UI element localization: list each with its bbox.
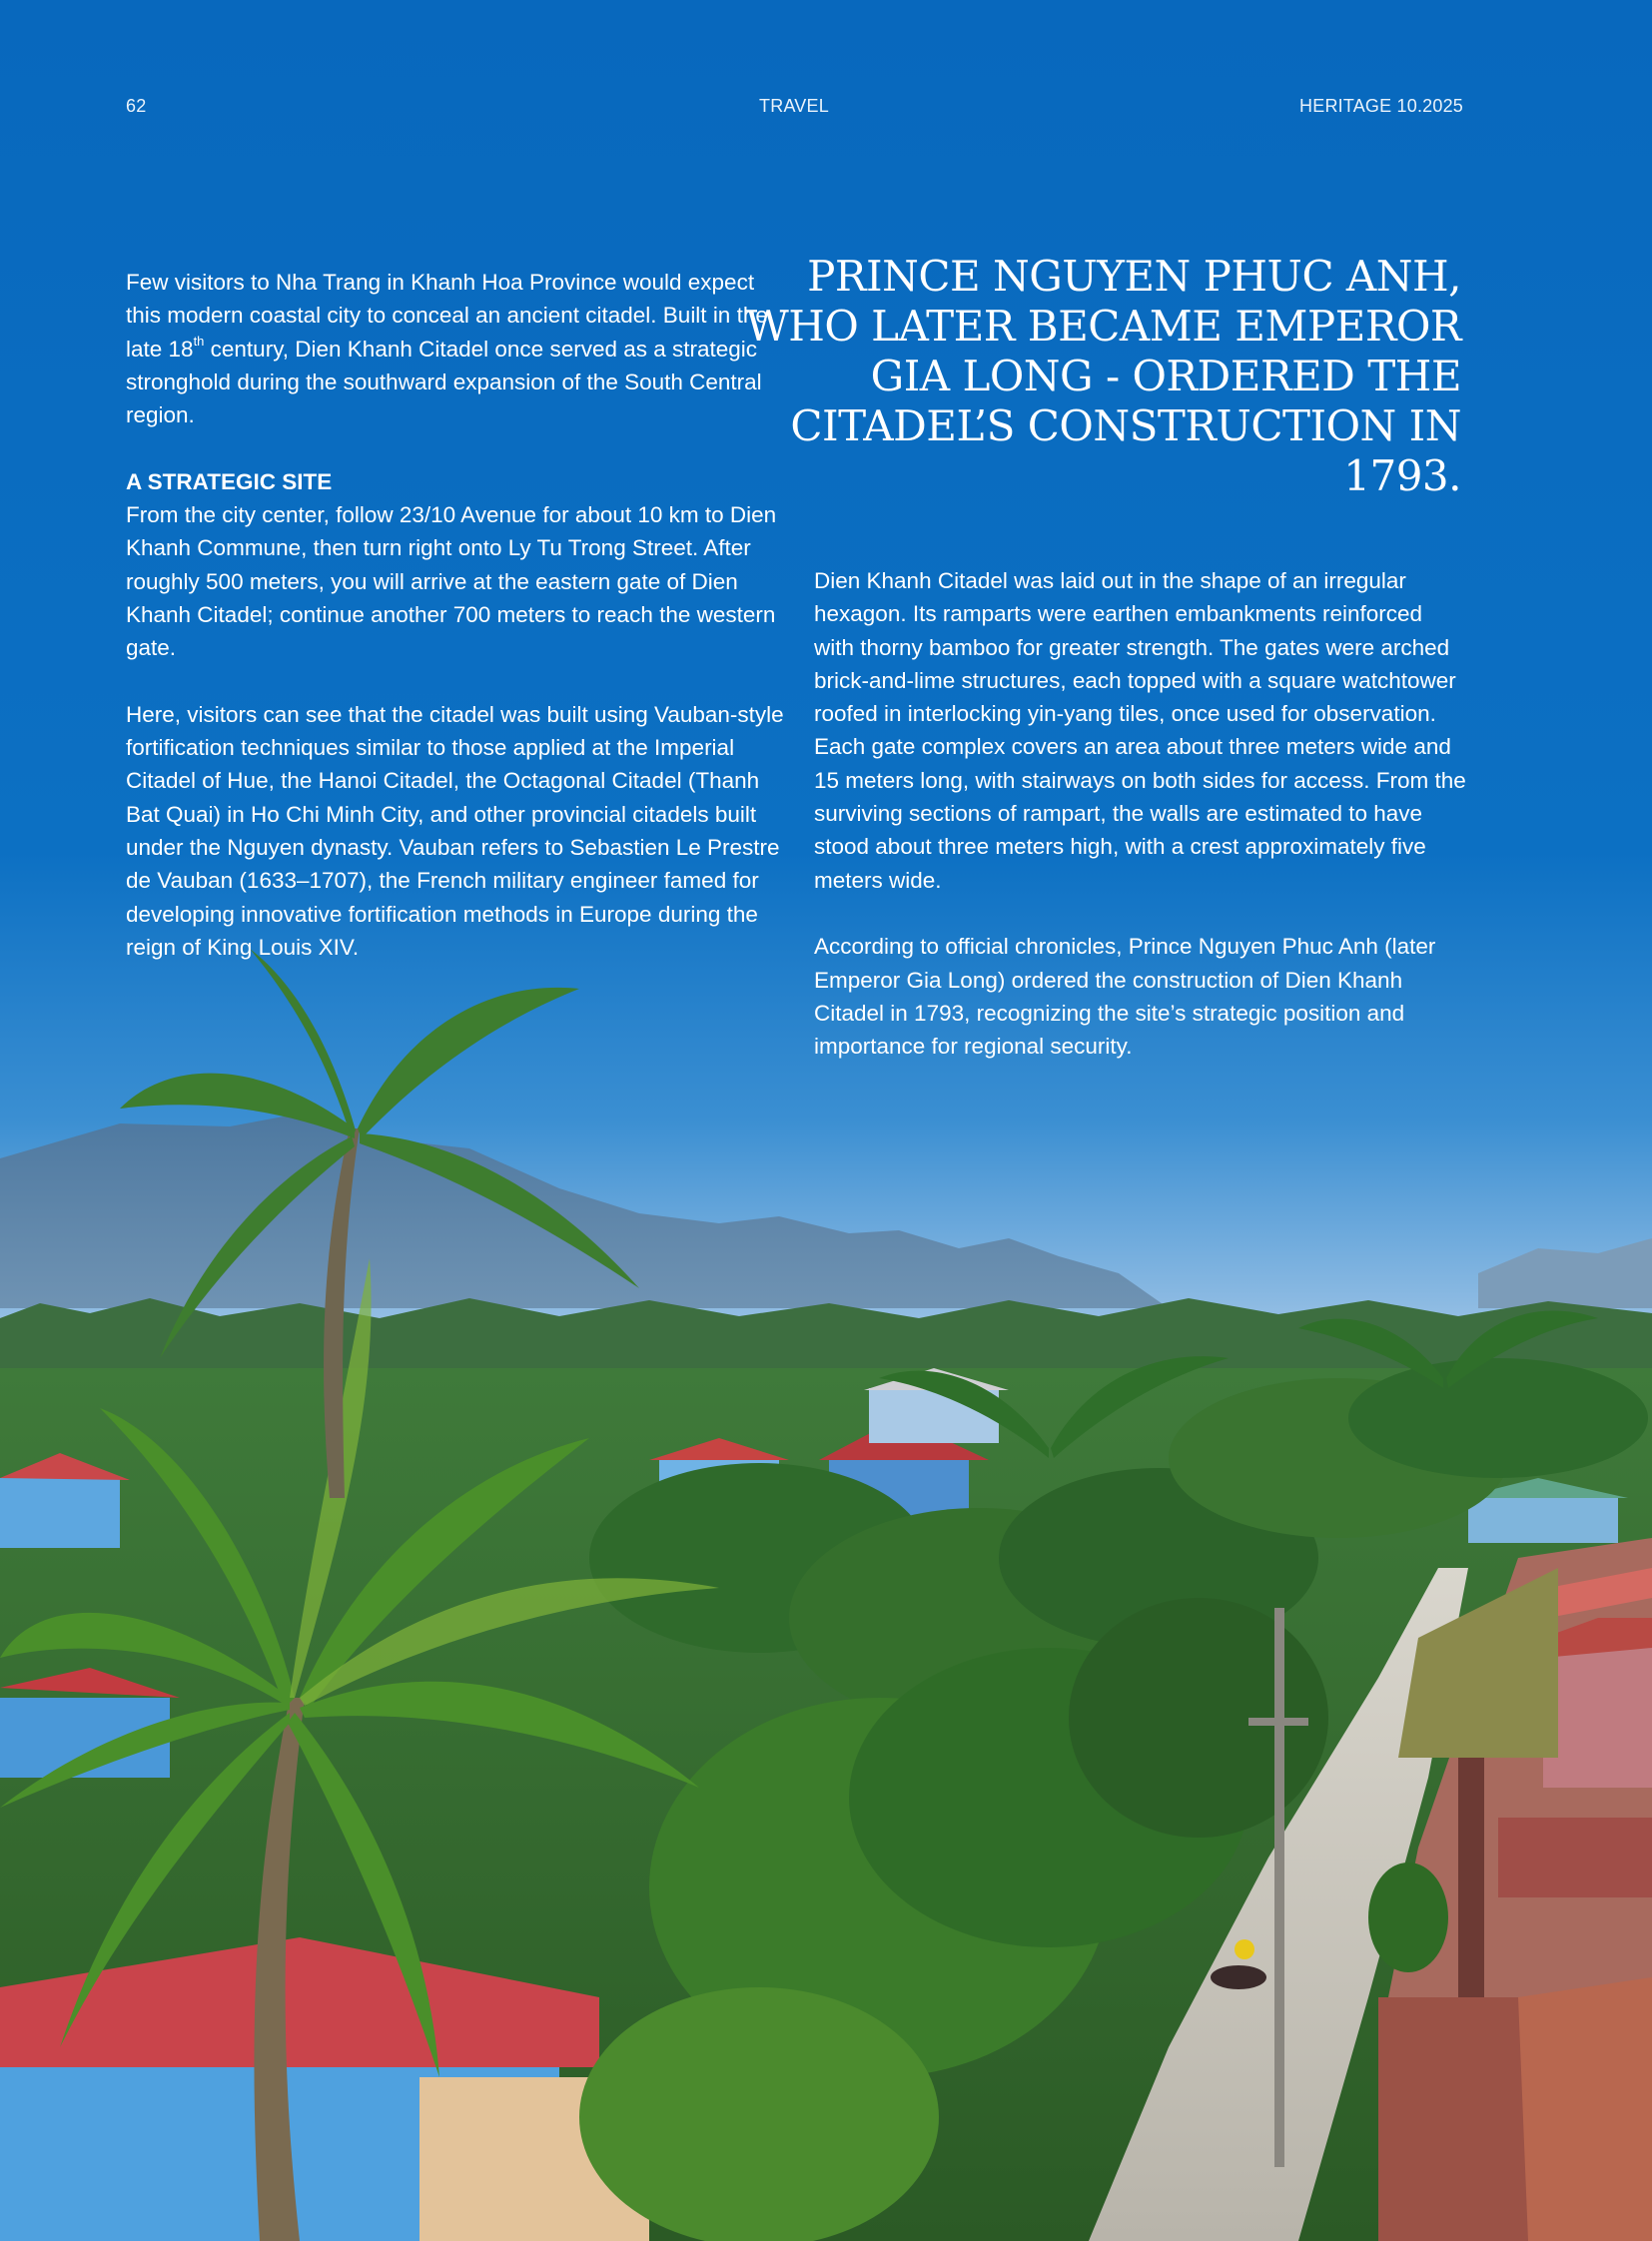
intro-paragraph (126, 266, 785, 431)
pull-quote: PRINCE NGUYEN PHUC ANH, WHO LATER BECAME EMPEROR GIA LONG - ORDERED THE CITADEL’S CONSTRUCTION IN 1793. (745, 252, 1461, 500)
directions-paragraph: From the city center, follow 23/10 Avenue for about 10 km to Dien Khanh Commune, then turn right onto Ly Tu Trong Street. After roughly 500 meters, you will arrive at the eastern gate of Dien Khanh Citadel; continue another 700 meters to reach the western gate. (126, 502, 777, 661)
issue-label: HERITAGE 10.2025 (1299, 96, 1463, 116)
ordinal-superscript: th (193, 334, 205, 350)
intro-text-part-2: century, Dien Khanh Citadel once served as a strategic stronghold during the southward expansion of the South Central region. (126, 336, 762, 428)
right-column (814, 564, 1468, 1063)
page-number: 62 (126, 96, 147, 116)
vauban-paragraph: Here, visitors can see that the citadel was built using Vauban-style fortification techniques similar to those applied at the Imperial Citadel of Hue, the Hanoi Citadel, the Octagonal Citadel (Thanh Bat Quai) in Ho Chi Minh City, and other provincial citadels built under the Nguyen dynasty. Vauban refers to Sebastien Le Prestre de Vauban (1633–1707), the French military engineer famed for developing innovative fortification methods in Europe during the reign of King Louis XIV. (126, 701, 784, 960)
left-column (126, 266, 785, 964)
intro-text-part-1: Few visitors to Nha Trang in Khanh Hoa Province would expect this modern coastal city to conceal an ancient citadel. Built in the late 18 (126, 270, 768, 362)
chronicles-paragraph: According to official chronicles, Prince Nguyen Phuc Anh (later Emperor Gia Long) ordered the construction of Dien Khanh Citadel in 1793, recognizing the site’s strategic position and importance for regional security. (814, 934, 1436, 1060)
layout-paragraph: Dien Khanh Citadel was laid out in the shape of an irregular hexagon. Its ramparts were earthen embankments reinforced with thorny bamboo for greater strength. The gates were arched brick-and-lime structures, each topped with a square watchtower roofed in interlocking yin-yang tiles, once used for observation. Each gate complex covers an area about three meters wide and 15 meters long, with stairways on both sides for access. From the surviving sections of rampart, the walls are estimated to have stood about three meters high, with a crest approximately five meters wide. (814, 568, 1466, 893)
section-subhead: A STRATEGIC SITE (126, 468, 333, 494)
section-label: TRAVEL (759, 96, 829, 116)
